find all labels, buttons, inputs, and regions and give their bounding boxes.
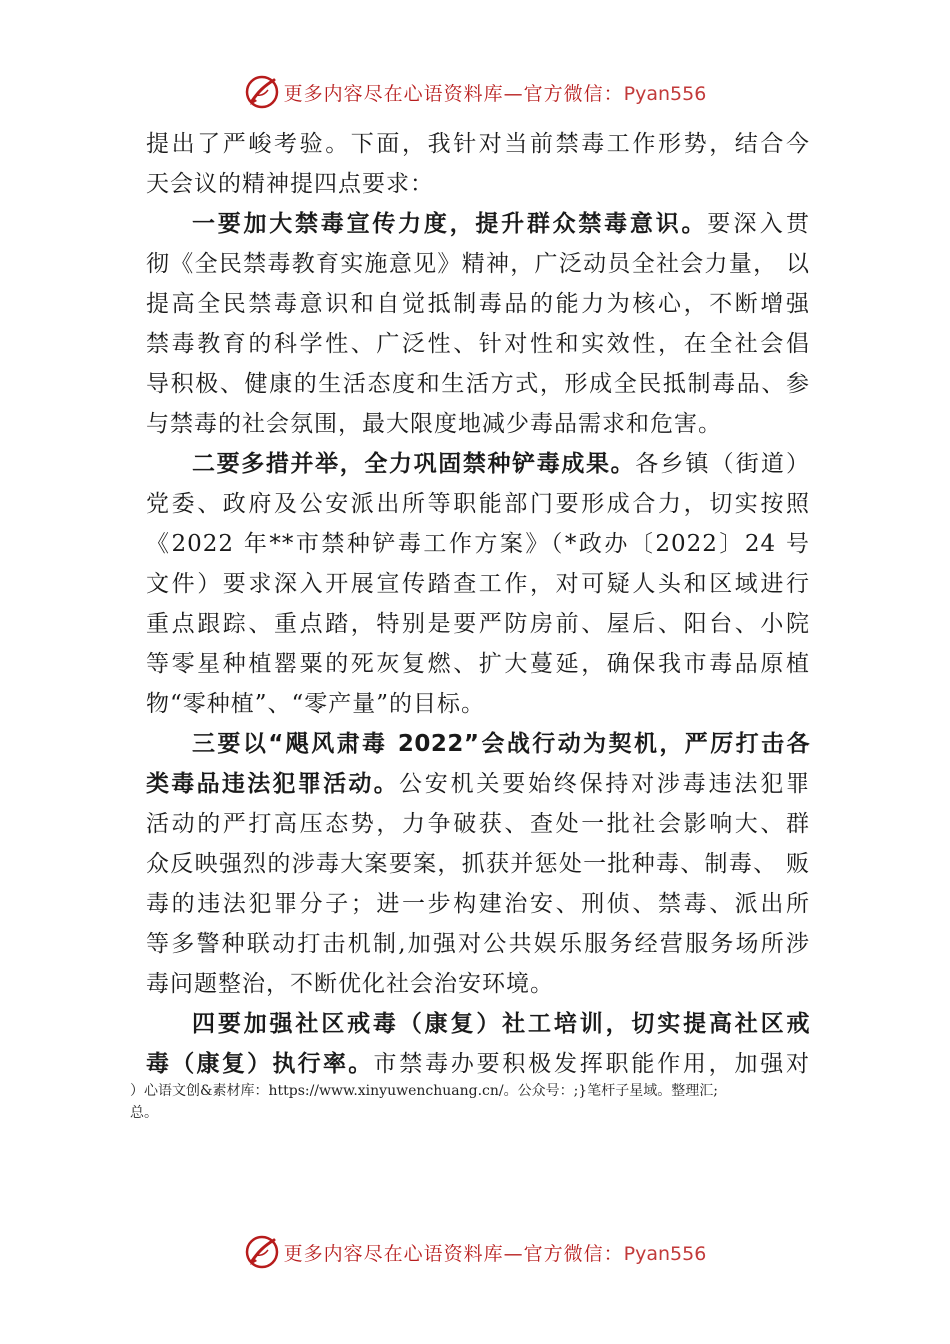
text-line: 毒的违法犯罪分子；进一步构建治安、刑侦、禁毒、派出所 xyxy=(146,891,810,917)
pen-logo-icon xyxy=(244,74,280,110)
paragraph-heading-3 xyxy=(146,724,810,764)
wechat-account: Pyan556 xyxy=(623,1242,707,1265)
heading-rest-text: 各乡镇（街道） xyxy=(635,451,810,477)
paragraph-heading-4 xyxy=(146,1004,810,1044)
heading-rest-text: 公安机关要始终保持对涉毒违法犯罪 xyxy=(399,771,810,797)
text-line: 提出了严峻考验。下面，我针对当前禁毒工作形势，结合今 xyxy=(146,131,810,157)
text-line: 众反映强烈的涉毒大案要案，抓获并惩处一批种毒、制毒、 贩 xyxy=(146,851,810,877)
text-line: 天会议的精神提四点要求： xyxy=(146,171,434,197)
text-line: 文件）要求深入开展宣传踏查工作，对可疑人头和区域进行 xyxy=(146,571,810,597)
text-line: 党委、政府及公安派出所等职能部门要形成合力，切实按照 xyxy=(146,491,810,517)
heading-bold-text: 毒（康复）执行率。 xyxy=(146,1051,374,1077)
heading-rest-text: 要深入贯 xyxy=(707,211,810,237)
text-line: 禁毒教育的科学性、广泛性、针对性和实效性，在全社会倡 xyxy=(146,331,810,357)
heading-bold-text: 三要以“飓风肃毒 2022”会战行动为契机，严厉打击各 xyxy=(192,731,810,757)
header-banner-text: 更多内容尽在心语资料库—官方微信：Pyan556 xyxy=(283,82,707,105)
header-banner xyxy=(0,70,950,114)
text-line: 物“零种植”、“零产量”的目标。 xyxy=(146,691,486,717)
heading-bold-text: 二要多措并举，全力巩固禁种铲毒成果。 xyxy=(192,451,636,477)
text-line: 彻《全民禁毒教育实施意见》精神，广泛动员全社会力量， 以 xyxy=(146,251,810,277)
text-line: 与禁毒的社会氛围，最大限度地减少毒品需求和危害。 xyxy=(146,411,722,437)
pen-logo-icon xyxy=(244,1234,280,1270)
heading-bold-text: 四要加强社区戒毒（康复）社工培训，切实提高社区戒 xyxy=(192,1011,810,1037)
text-line: 毒问题整治，不断优化社会治安环境。 xyxy=(146,971,554,997)
footnote xyxy=(130,1080,830,1124)
document-body xyxy=(146,124,810,1084)
heading-bold-text: 类毒品违法犯罪活动。 xyxy=(146,771,399,797)
text-line: 《2022 年**市禁种铲毒工作方案》（*政办〔2022〕24 号 xyxy=(146,531,810,557)
text-line: 导积极、健康的生活态度和生活方式，形成全民抵制毒品、参 xyxy=(146,371,810,397)
text-line: 等零星种植罂粟的死灰复燃、扩大蔓延，确保我市毒品原植 xyxy=(146,651,810,677)
heading-rest-text: 市禁毒办要积极发挥职能作用，加强对 xyxy=(373,1051,810,1077)
text-line: 提高全民禁毒意识和自觉抵制毒品的能力为核心，不断增强 xyxy=(146,291,810,317)
text-line xyxy=(146,764,810,804)
text-line xyxy=(146,1044,810,1084)
paragraph-heading-2 xyxy=(146,444,810,484)
footer-banner-text: 更多内容尽在心语资料库—官方微信：Pyan556 xyxy=(283,1242,707,1265)
text-line: 等多警种联动打击机制,加强对公共娱乐服务经营服务场所涉 xyxy=(146,931,810,957)
paragraph-heading-1 xyxy=(146,204,810,244)
heading-bold-text: 一要加大禁毒宣传力度，提升群众禁毒意识。 xyxy=(192,211,708,237)
wechat-account: Pyan556 xyxy=(623,82,707,105)
text-line: 重点跟踪、重点踏，特别是要严防房前、屋后、阳台、小院 xyxy=(146,611,810,637)
footnote-line: ）心语文创&素材库：https://www.xinyuwenchuang.cn/。公众号：;}笔杆子星域。整理汇; xyxy=(130,1083,718,1099)
footnote-line: 总。 xyxy=(130,1105,158,1121)
text-line: 活动的严打高压态势，力争破获、查处一批社会影响大、群 xyxy=(146,811,810,837)
footer-banner xyxy=(0,1230,950,1274)
